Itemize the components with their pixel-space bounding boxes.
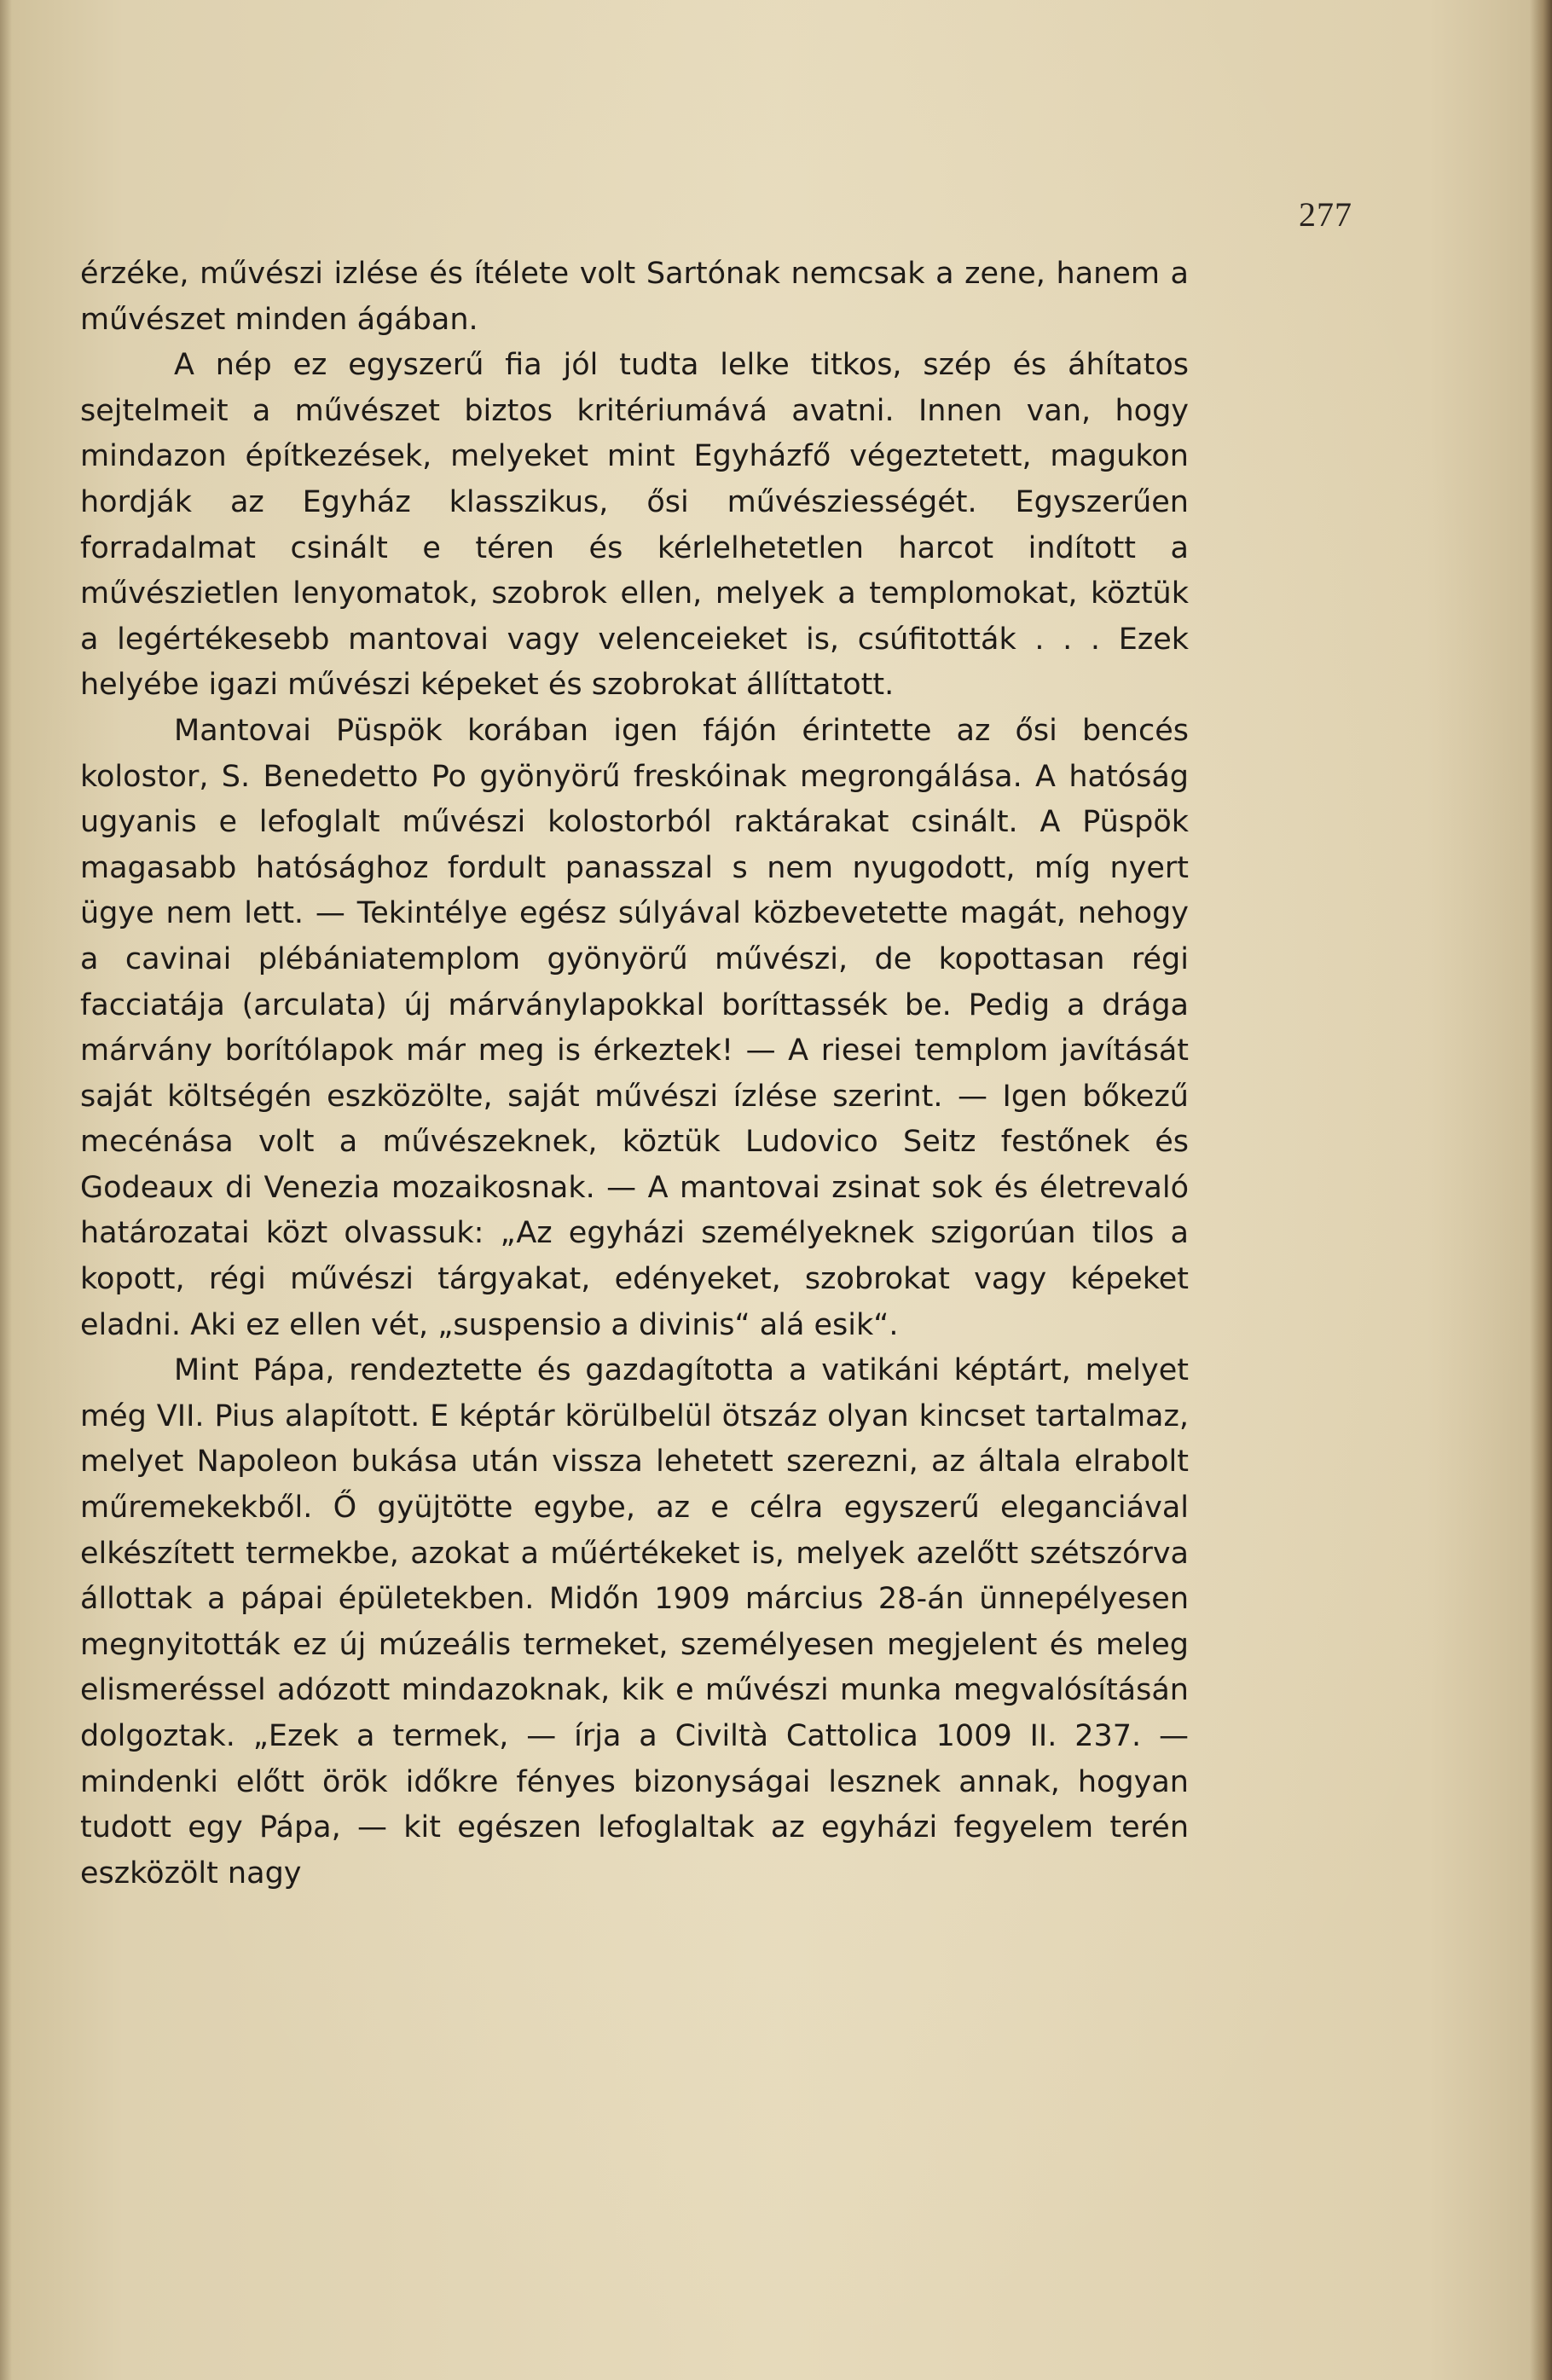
page-binding-edge xyxy=(1530,0,1552,2380)
paragraph-1: érzéke, művészi izlése és ítélete volt Sartónak nemcsak a zene, hanem a művészet minden ágában. xyxy=(80,257,1189,337)
paragraph-3: Mantovai Püspök korában igen fájón érintette az ősi bencés kolostor, S. Benedetto Po gyönyörű freskóinak megrongálása. A hatóság ugyanis e lefoglalt művészi kolostorból raktárakat csinált. A Püspök magasabb hatósághoz fordult panasszal s nem nyugodott, míg nyert ügye nem lett. — Tekintélye egész súlyával közbevetette magát, nehogy a cavinai plébániatemplom gyönyörű művészi, de kopottasan régi facciatája (arculata) új márványlapokkal boríttassék be. Pedig a drága márvány borítólapok már meg is érkeztek! — A riesei templom javítását saját költségén eszközölte, saját művészi ízlése szerint. — Igen bőkezű mecénása volt a művészeknek, köztük Ludovico Seitz festőnek és Godeaux di Venezia mozaikosnak. — A mantovai zsinat sok és életrevaló határozatai közt olvassuk: „Az egyházi személyeknek szigorúan tilos a kopott, régi művészi tárgyakat, edényeket, szobrokat vagy képeket eladni. Aki ez ellen vét, „suspensio a divinis“ alá esik“. xyxy=(80,713,1189,1342)
page-number: 277 xyxy=(1299,195,1352,234)
page-left-shadow xyxy=(0,0,12,2380)
paragraph-4: Mint Pápa, rendeztette és gazdagította a vatikáni képtárt, melyet még VII. Pius alapított. E képtár körülbelül ötszáz olyan kincset tartalmaz, melyet Napoleon bukása után vissza lehetett szerezni, az általa elrabolt műremekekből. Ő gyüjtötte egybe, az e célra egyszerű eleganciával elkészített termekbe, azokat a műértékeket is, melyek azelőtt szétszórva állottak a pápai épületekben. Midőn 1909 március 28-án ünnepélyesen megnyitották ez új múzeális termeket, személyesen megjelent és meleg elismeréssel adózott mindazoknak, kik e művészi munka megvalósításán dolgoztak. „Ezek a termek, — írja a Civiltà Cattolica 1009 II. 237. — mindenki előtt örök időkre fényes bizonyságai lesznek annak, hogyan tudott egy Pápa, — kit egészen lefoglaltak az egyházi fegyelem terén eszközölt nagy xyxy=(80,1353,1189,1891)
paragraph-2: A nép ez egyszerű fia jól tudta lelke titkos, szép és áhítatos sejtelmeit a művészet biztos kritériumává avatni. Innen van, hogy mindazon építkezések, melyeket mint Egyházfő végeztetett, magukon hordják az Egyház klasszikus, ősi művésziességét. Egyszerűen forradalmat csinált e téren és kérlelhetetlen harcot indított a művészietlen lenyomatok, szobrok ellen, melyek a templomokat, köztük a legértékesebb mantovai vagy velenceieket is, csúfitották . . . Ezek helyébe igazi művészi képeket és szobrokat állíttatott. xyxy=(80,348,1189,703)
body-text xyxy=(80,252,1189,1896)
